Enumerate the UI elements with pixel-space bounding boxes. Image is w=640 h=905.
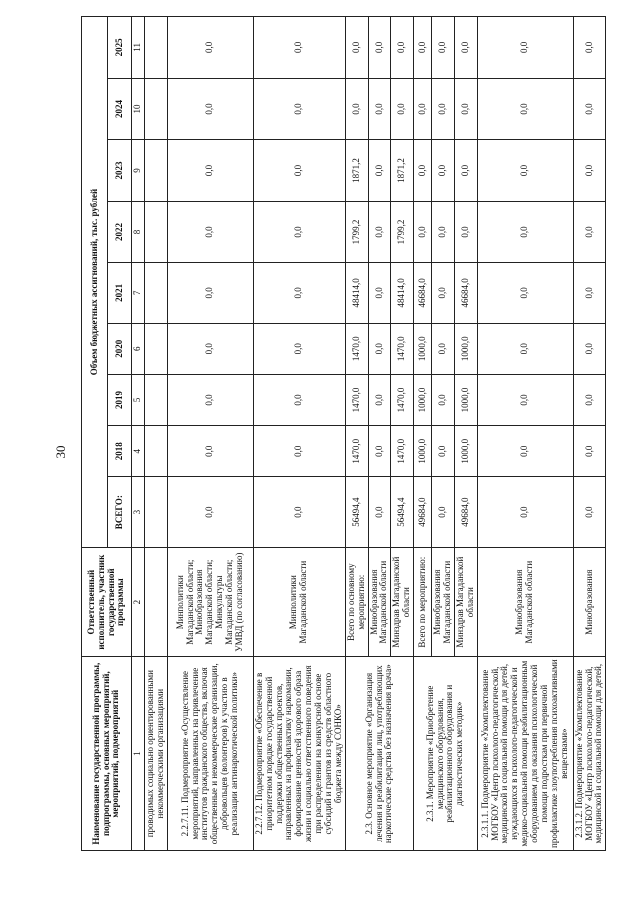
value-cell: 0,0 <box>414 17 432 79</box>
value-cell: 48414,0 <box>391 263 414 323</box>
value-cell: 0,0 <box>414 78 432 140</box>
value-cell: 0,0 <box>454 78 477 140</box>
value-cell: 1000,0 <box>454 323 477 374</box>
value-cell: 0,0 <box>414 201 432 263</box>
row-executor: Минобразования <box>573 547 606 656</box>
row-name: 2.3.1. Мероприятие «Приобретение медицинского оборудования, реабилитационного оборудования и диагностических методик» <box>414 657 478 851</box>
value-cell: 0,0 <box>253 426 345 477</box>
value-cell: 0,0 <box>573 323 606 374</box>
column-number: 7 <box>132 263 145 323</box>
value-cell: 0,0 <box>573 426 606 477</box>
row-executor: Минздрав Магаданской области <box>454 547 477 656</box>
column-number: 4 <box>132 426 145 477</box>
page-number: 30 <box>53 445 68 459</box>
value-cell: 0,0 <box>368 78 391 140</box>
table-row <box>573 17 606 851</box>
value-cell: 49684,0 <box>454 477 477 548</box>
value-cell: 0,0 <box>477 426 573 477</box>
header-year: 2023 <box>108 140 132 202</box>
value-cell: 0,0 <box>432 323 455 374</box>
value-cell: 0,0 <box>477 140 573 202</box>
value-cell: 0,0 <box>345 17 368 79</box>
header-year: 2022 <box>108 201 132 263</box>
value-cell: 0,0 <box>432 78 455 140</box>
value-cell: 0,0 <box>432 140 455 202</box>
value-cell: 0,0 <box>477 323 573 374</box>
value-cell: 0,0 <box>432 263 455 323</box>
value-cell: 0,0 <box>167 17 253 79</box>
header-row-1 <box>82 17 108 851</box>
header-total: ВСЕГО: <box>108 477 132 548</box>
value-cell: 0,0 <box>167 140 253 202</box>
value-cell: 1470,0 <box>391 374 414 425</box>
value-cell: 0,0 <box>573 78 606 140</box>
value-cell: 0,0 <box>573 140 606 202</box>
value-cell: 0,0 <box>253 323 345 374</box>
row-name: проводимых социально ориентированными некоммерческими организациями <box>145 657 168 851</box>
value-cell: 0,0 <box>253 374 345 425</box>
row-executor: Минполитики Магаданской области; Минобразования Магаданской области; Минкультуры Магаданской области; УМВД (по согласованию) <box>167 547 253 656</box>
value-cell: 1000,0 <box>414 323 432 374</box>
value-cell: 56494,4 <box>345 477 368 548</box>
value-cell: 0,0 <box>477 374 573 425</box>
value-cell: 0,0 <box>573 201 606 263</box>
value-cell: 0,0 <box>414 140 432 202</box>
value-cell: 0,0 <box>391 17 414 79</box>
value-cell: 0,0 <box>253 140 345 202</box>
value-cell: 0,0 <box>253 263 345 323</box>
column-number: 11 <box>132 17 145 79</box>
value-cell: 1470,0 <box>391 323 414 374</box>
value-cell: 46684,0 <box>454 263 477 323</box>
value-cell: 1470,0 <box>391 426 414 477</box>
row-executor: Минобразования Магаданской области <box>477 547 573 656</box>
value-cell: 0,0 <box>477 477 573 548</box>
value-cell: 0,0 <box>432 17 455 79</box>
value-cell: 0,0 <box>167 477 253 548</box>
header-year: 2021 <box>108 263 132 323</box>
value-cell: 0,0 <box>477 78 573 140</box>
value-cell: 0,0 <box>573 374 606 425</box>
value-cell: 0,0 <box>573 17 606 79</box>
value-cell: 0,0 <box>167 78 253 140</box>
row-executor <box>145 547 168 656</box>
row-name: 2.2.7.11. Подмероприятие «Осуществление мероприятий, направленных на привлечение институтов гражданского общества, включая общественные и некоммерческие организации, добровольцев (волонтеров) к участию в реализации антинаркотической политики» <box>167 657 253 851</box>
value-cell: 0,0 <box>454 140 477 202</box>
value-cell: 1470,0 <box>345 426 368 477</box>
column-number: 2 <box>132 547 145 656</box>
value-cell: 1871,2 <box>345 140 368 202</box>
column-number: 5 <box>132 374 145 425</box>
value-cell: 0,0 <box>368 140 391 202</box>
header-budget: Объем бюджетных ассигнований, тыс. рублей <box>82 17 108 548</box>
value-cell: 46684,0 <box>414 263 432 323</box>
budget-table <box>81 16 606 851</box>
value-cell: 0,0 <box>477 263 573 323</box>
row-executor: Минобразования Магаданской области <box>368 547 391 656</box>
table-row <box>145 17 168 851</box>
row-name: 2.3.1.2. Подмероприятие «Укомплектование МОГБОУ «Центр психолого-педагогической, медицинской и социальной помощи для детей, <box>573 657 606 851</box>
row-executor: Минздрав Магаданской области <box>391 547 414 656</box>
value-cell: 48414,0 <box>345 263 368 323</box>
value-cell: 0,0 <box>477 201 573 263</box>
value-cell: 0,0 <box>368 374 391 425</box>
value-cell: 0,0 <box>167 263 253 323</box>
row-executor: Всего по мероприятию: <box>414 547 432 656</box>
budget-table-container <box>81 16 604 851</box>
value-cell: 56494,4 <box>391 477 414 548</box>
value-cell: 0,0 <box>454 17 477 79</box>
value-cell: 0,0 <box>167 374 253 425</box>
value-cell: 0,0 <box>432 374 455 425</box>
header-executor: Ответственный исполнитель, участник государственной программы <box>82 547 132 656</box>
row-executor: Минполитики Магаданской области <box>253 547 345 656</box>
value-cell: 0,0 <box>432 477 455 548</box>
column-number: 10 <box>132 78 145 140</box>
table-row <box>345 17 368 851</box>
value-cell: 0,0 <box>167 323 253 374</box>
row-executor: Всего по основному мероприятию: <box>345 547 368 656</box>
value-cell: 0,0 <box>253 78 345 140</box>
header-year: 2018 <box>108 426 132 477</box>
value-cell: 0,0 <box>477 17 573 79</box>
row-name: 2.3.1.1. Подмероприятие «Укомплектование МОГБОУ «Центр психолого-педагогической, медицинской и социальной помощи для детей, нуждающихся в психолого-педагогической и медико-социальной помощи реабилитационным оборудованием для оказания психологической помощи подросткам при первичной профилактике злоупотребления психоактивными веществами» <box>477 657 573 851</box>
value-cell: 0,0 <box>167 426 253 477</box>
value-cell: 0,0 <box>432 201 455 263</box>
table-row <box>253 17 345 851</box>
value-cell: 1871,2 <box>391 140 414 202</box>
row-executor: Минобразования Магаданской области <box>432 547 455 656</box>
row-name: 2.3. Основное мероприятие «Организация лечения и реабилитации лиц, употребляющих наркотические средства без назначения врача» <box>345 657 413 851</box>
value-cell: 0,0 <box>432 426 455 477</box>
value-cell: 0,0 <box>253 477 345 548</box>
column-number: 8 <box>132 201 145 263</box>
value-cell: 0,0 <box>368 426 391 477</box>
header-year: 2019 <box>108 374 132 425</box>
value-cell: 0,0 <box>391 78 414 140</box>
value-cell: 0,0 <box>345 78 368 140</box>
header-year: 2025 <box>108 17 132 79</box>
value-cell: 0,0 <box>167 201 253 263</box>
value-cell: 1470,0 <box>345 323 368 374</box>
value-cell: 1000,0 <box>414 426 432 477</box>
value-cell: 0,0 <box>368 17 391 79</box>
table-row <box>477 17 573 851</box>
value-cell: 0,0 <box>253 201 345 263</box>
value-cell: 0,0 <box>253 17 345 79</box>
value-cell: 0,0 <box>368 323 391 374</box>
value-cell: 1000,0 <box>454 426 477 477</box>
value-cell: 1799,2 <box>391 201 414 263</box>
value-cell: 0,0 <box>573 263 606 323</box>
value-cell: 0,0 <box>573 477 606 548</box>
value-cell: 1000,0 <box>454 374 477 425</box>
header-year: 2020 <box>108 323 132 374</box>
value-cell: 0,0 <box>454 201 477 263</box>
header-year: 2024 <box>108 78 132 140</box>
row-name: 2.2.7.12. Подмероприятие «Обеспечение в приоритетном порядке государственной поддержки общественных проектов, направленных на профилактику наркомании, формирование ценностей здорового образа жизни и социально ответственного поведения при распределении на конкурсной основе субсидий и грантов из средств областного бюджета между СОНКО» <box>253 657 345 851</box>
column-number: 3 <box>132 477 145 548</box>
column-number: 6 <box>132 323 145 374</box>
value-cell: 1799,2 <box>345 201 368 263</box>
column-number: 9 <box>132 140 145 202</box>
value-cell: 1000,0 <box>414 374 432 425</box>
table-row <box>167 17 253 851</box>
value-cell: 49684,0 <box>414 477 432 548</box>
column-number: 1 <box>132 657 145 851</box>
value-cell: 1470,0 <box>345 374 368 425</box>
value-cell: 0,0 <box>368 263 391 323</box>
value-cell: 0,0 <box>368 477 391 548</box>
column-number-row <box>132 17 145 851</box>
value-cell: 0,0 <box>368 201 391 263</box>
table-row <box>414 17 432 851</box>
header-name: Наименование государственной программы, подпрограммы, основных мероприятий, мероприятий, подмероприятий <box>82 657 132 851</box>
